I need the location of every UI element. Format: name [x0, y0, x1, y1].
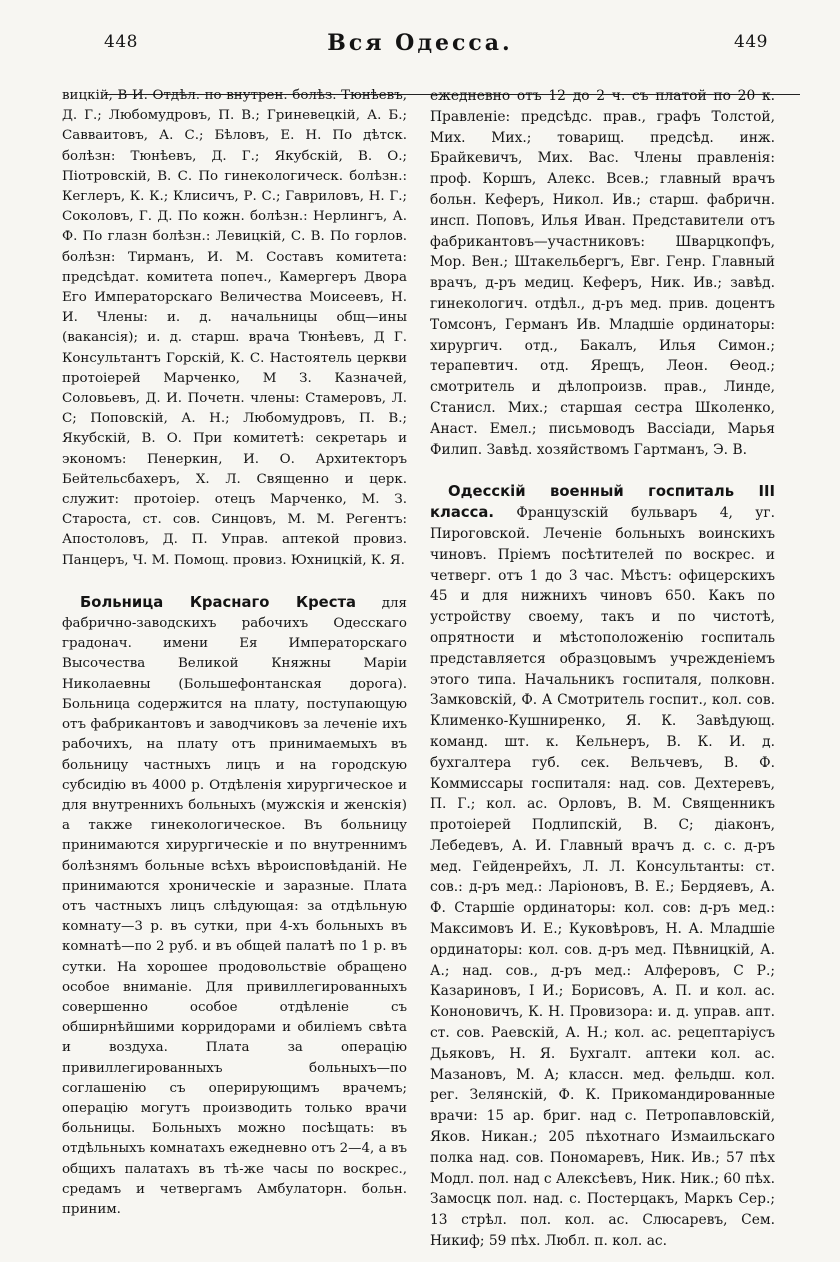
page-number-left: 448 — [104, 32, 138, 52]
right-column — [430, 86, 775, 1252]
section-heading-military-hospital: Одесскій военный госпиталь III класса. — [430, 483, 775, 522]
right-paragraph-2 — [430, 482, 775, 1251]
section-heading-red-cross-hospital: Больница Краснаго Креста — [80, 593, 357, 611]
page-number-right: 449 — [734, 32, 768, 52]
left-column — [62, 86, 407, 1220]
right-paragraph-2-body: Французскій бульваръ 4, уг. Пироговской. Леченіе больныхъ воинскихъ чиновъ. Пріемъ посѣтителей по воскрес. и четверг. отъ 1 до 3 час. Мѣстъ: офицерскихъ 45 и для нижнихъ чиновъ 650. Какъ по устройству своему, такъ и по чистотѣ, опрятности и мѣстоположенію госпиталь представляется образцовымъ учрежденіемъ этого типа. Начальникъ госпиталя, полковн. Замковскій, Ф. А Смотритель госпит., кол. сов. Клименко-Кушниренко, Я. К. Завѣдующ. команд. шт. к. Кельнеръ, В. К. И. д. бухгалтера губ. сек. Вельчевъ, В. Ф. Коммиссары госпиталя: над. сов. Дехтеревъ, П. Г.; кол. ас. Орловъ, В. М. Священникъ протоіерей Подлипскій, В. С; діаконъ, Лебедевъ, А. И. Главный врачъ д. с. с. д-ръ мед. Гейденрейхъ, Л. Л. Консультанты: ст. сов.: д-ръ мед.: Ларіоновъ, В. Е.; Бердяевъ, А. Ф. Старшіе ординаторы: кол. сов: д-ръ мед.: Максимовъ И. Е.; Куковѣровъ, Н. А. Младшіе ординаторы: кол. сов. д-ръ мед. Пѣвницкій, А. А.; над. сов., д-ръ мед.: Алферовъ, С Р.; Казариновъ, I И.; Борисовъ, А. П. и кол. ас. Кононовичъ, К. Н. Провизора: и. д. управ. апт. ст. сов. Раевскій, А. Н.; кол. ас. рецептаріусъ Дьяковъ, Н. Я. Бухгалт. аптеки кол. ас. Мазановъ, М. А; классн. мед. фельдш. кол. рег. Зелянскій, Ф. К. Прикомандированные врачи: 15 ар. бриг. над с. Петропавловскій, Яков. Никан.; 205 пѣхотнаго Измаильскаго полка над. сов. Пономаревъ, Ник. Ив.; 57 пѣх Модл. пол. над с Алексѣевъ, Ник. Ник.; 60 пѣх. Замосцк пол. над. с. Постерцакъ, Маркъ Сер.; 13 стрѣл. пол. кол. ас. Слюсаревъ, Сем. Никиф; 59 пѣх. Любл. п. кол. ас. — [430, 505, 775, 1250]
page-header — [0, 30, 840, 66]
left-paragraph-1: вицкій, В И. Отдѣл. по внутрен. болѣз. Тюнѣевъ, Д. Г.; Любомудровъ, П. В.; Гриневецкій, А. Б.; Савваитовъ, А. С.; Бѣловъ, Е. Н. По дѣтск. болѣзн: Тюнѣевъ, Д. Г.; Якубскій, В. О.; Піотровскій, В. С. По гинекологическ. болѣзн.: Кеглеръ, К. К.; Клисичъ, Р. С.; Гавриловъ, Н. Г.; Соколовъ, Г. Д. По кожн. болѣзн.: Нерлингъ, А. Ф. По глазн болѣзн.: Левицкій, С. В. По горлов. болѣзн: Тирманъ, И. М. Составъ комитета: предсѣдат. комитета попеч., Камергеръ Двора Его Императорскаго Величества Моисеевъ, Н. И. Члены: и. д. начальницы общ—ины (вакансія); и. д. старш. врача Тюнѣевъ, Д Г. Консультантъ Горскій, К. С. Настоятель церкви протоіерей Марченко, М З. Казначей, Соловьевъ, Д. И. Почетн. члены: Стамеровъ, Л. С; Поповскій, А. Н.; Любомудровъ, П. В.; Якубскій, В. О. При комитетѣ: секретарь и экономъ: Пенеркин, И. О. Архитекторъ Бейтельсбахеръ, Х. Л. Священно и церк. служит: протоіер. отецъ Марченко, М. З. Староста, ст. сов. Синцовъ, М. М. Регентъ: Апостоловъ, Д. П. Управ. аптекой провиз. Панцеръ, Ч. М. Помощ. провиз. Юхницкій, К. Я. — [62, 88, 407, 568]
right-paragraph-1: ежедневно отъ 12 до 2 ч. съ платой по 20 к. Правленіе: предсѣдс. прав., графъ Толстой, Мих. Мих.; товарищ. предсѣд. инж. Брайкевичъ, Мих. Вас. Члены правленія: проф. Коршъ, Алекс. Всев.; главный врачъ больн. Кеферъ, Никол. Ив.; старш. фабричн. инсп. Поповъ, Илья Иван. Представители отъ фабрикантовъ—участниковъ: Шварцкопфъ, Мор. Вен.; Штакельбергъ, Евг. Генр. Главный врачъ, д-ръ медиц. Кеферъ, Ник. Ив.; завѣд. гинекологич. отдѣл., д-ръ мед. прив. доцентъ Томсонъ, Германъ Ив. Младшіе ординаторы: хирургич. отд., Бакалъ, Илья Симон.; терапевтич. отд. Ярещъ, Леон. Ѳеод.; смотритель и дѣлопроизв. прав., Линде, Станисл. Мих.; старшая сестра Школенко, Анаст. Емел.; письмоводъ Вассіади, Марья Филип. Завѣд. хозяйствомъ Гартманъ, Э. В. — [430, 88, 775, 458]
left-paragraph-2-body: для фабрично-заводскихъ рабочихъ Одесскаго градонач. имени Ея Императорскаго Высочества Великой Княжны Маріи Николаевны (Большефонтанская дорога). Больница содержится на плату, поступающую отъ фабрикантовъ и заводчиковъ за леченіе ихъ рабочихъ, на плату отъ принимаемыхъ въ больницу частныхъ лицъ и на городскую субсидію въ 4000 р. Отдѣленія хирургическое и для внутреннихъ больныхъ (мужскія и женскія) а также гинекологическое. Въ больницу принимаются хирургическіе и по внутреннимъ болѣзнямъ больные всѣхъ вѣроисповѣданій. Не принимаются хроническіе и заразные. Плата отъ частныхъ лицъ слѣдующая: за отдѣльную комнату—3 р. въ сутки, при 4-хъ больныхъ въ комнатѣ—по 2 руб. и въ общей палатѣ по 1 р. въ сутки. На хорошее продовольствіе обращено особое вниманіе. Для привиллегированныхъ совершенно особое отдѣленіе съ обширнѣйшими корридорами и обиліемъ свѣта и воздуха. Плата за операцію привиллегированныхъ больныхъ—по соглашенію съ оперирующимъ врачемъ; операцію могутъ производить только врачи больницы. Больныхъ можно посѣщать: въ отдѣльныхъ комнатахъ ежедневно отъ 2—4, а въ общихъ палатахъ въ тѣ-же часы по воскрес., средамъ и четвергамъ Амбулаторн. больн. приним. — [62, 595, 407, 1217]
left-paragraph-2 — [62, 593, 407, 1220]
running-title: Вся Одесса. — [327, 30, 513, 56]
